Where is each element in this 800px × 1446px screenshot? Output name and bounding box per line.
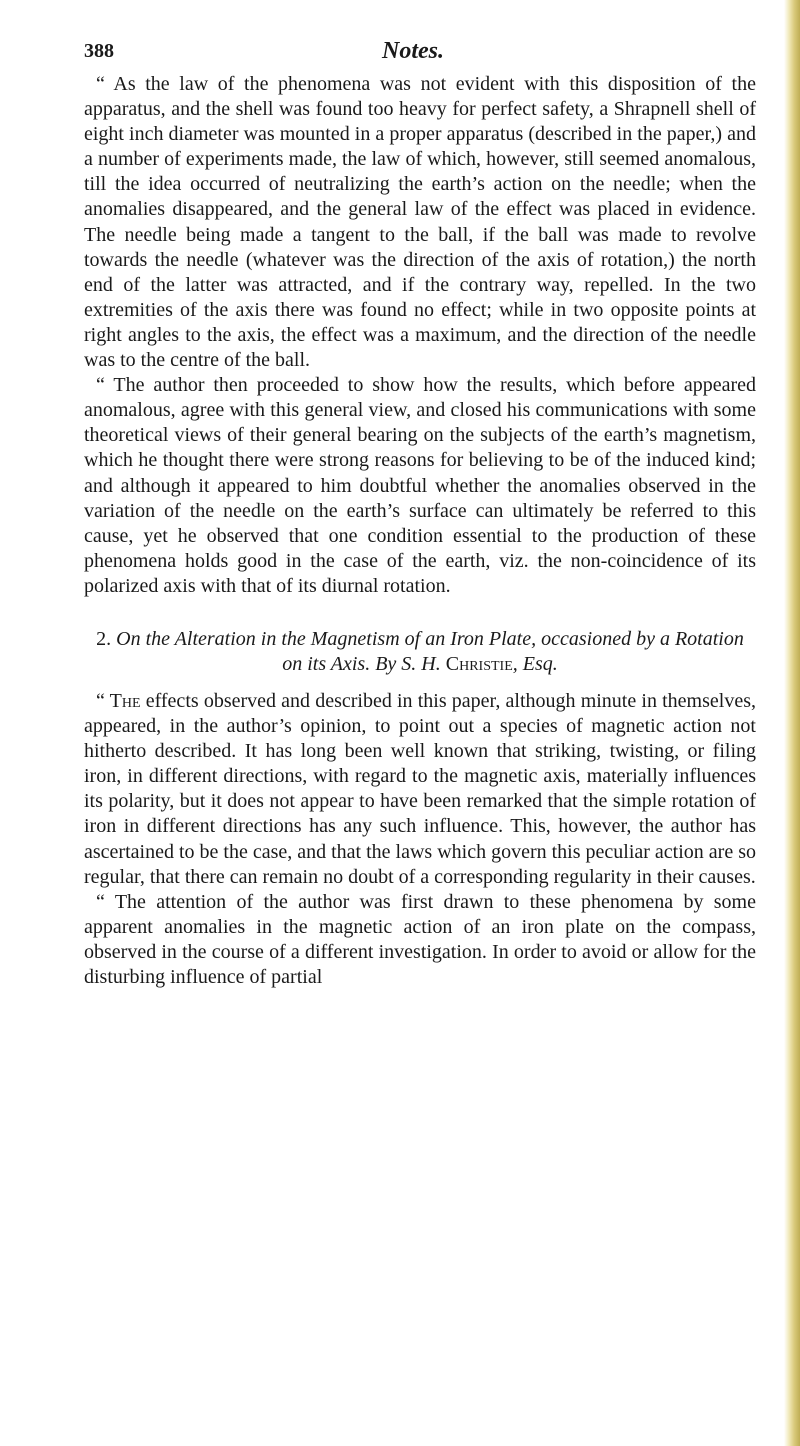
paragraph-3-lead: “ The — [96, 689, 141, 712]
section-heading — [84, 627, 756, 677]
section-number: 2. — [96, 627, 112, 650]
section-byline-suffix: , Esq. — [512, 652, 558, 675]
section-byline-prefix: By S. H. — [375, 652, 441, 675]
page-header — [84, 40, 744, 76]
section-title: On the Alteration in the Magnetism of an Iron Plate, occasioned by a Rotation on its Axis. — [116, 627, 744, 675]
page-body — [84, 72, 756, 990]
paragraph-3 — [84, 689, 756, 890]
paragraph-4 — [84, 890, 756, 990]
page-number: 388 — [84, 40, 114, 62]
section-author: Christie — [445, 652, 513, 675]
running-title: Notes. — [382, 38, 444, 64]
page-edge — [784, 0, 800, 1446]
paragraph-4-text: “ The attention of the author was first drawn to these phenomena by some apparent anomalies in the magnetic action of an iron plate on the compass, observed in the course of a different investigation. In order to avoid or allow for the disturbing influence of partial — [84, 890, 756, 988]
paragraph-2: “ The author then proceeded to show how the results, which before appeared anomalous, agree with this general view, and closed his communications with some theoretical views of their general bearing on the subjects of the earth’s magnetism, which he thought there were strong reasons for believing to be of the induced kind; and although it appeared to him doubtful whether the anomalies observed in the variation of the needle on the earth’s surface can ultimately be referred to this cause, yet he observed that one condition essential to the production of these phenomena holds good in the case of the earth, viz. the non-coincidence of its polarized axis with that of its diurnal rotation. — [84, 374, 756, 597]
paragraph-3-text: effects observed and described in this paper, although minute in themselves, appeared, in the author’s opinion, to point out a species of magnetic action not hitherto described. It has long been well known that striking, twisting, or filing iron, in different directions, with regard to the magnetic axis, materially influences its polarity, but it does not appear to have been remarked that the simple rotation of iron in different directions has any such influence. This, however, the author has ascertained to be the case, and that the laws which govern this peculiar action are so regular, that there can remain no doubt of a corresponding regularity in their causes. — [84, 689, 756, 888]
paragraph-1: “ As the law of the phenomena was not evident with this disposition of the apparatus, and the shell was found too heavy for perfect safety, a Shrapnell shell of eight inch diameter was mounted in a proper apparatus (described in the paper,) and a number of experiments made, the law of which, however, still seemed anomalous, till the idea occurred of neutralizing the earth’s action on the needle; when the anomalies disappeared, and the general law of the effect was placed in evidence. The needle being made a tangent to the ball, if the ball was made to revolve towards the needle (whatever was the direction of the axis of rotation,) the north end of the latter was attracted, and if the contrary way, repelled. In the two extremities of the axis there was found no effect; while in two opposite points at right angles to the axis, the effect was a maximum, and the direction of the needle was to the centre of the ball. — [84, 73, 756, 372]
